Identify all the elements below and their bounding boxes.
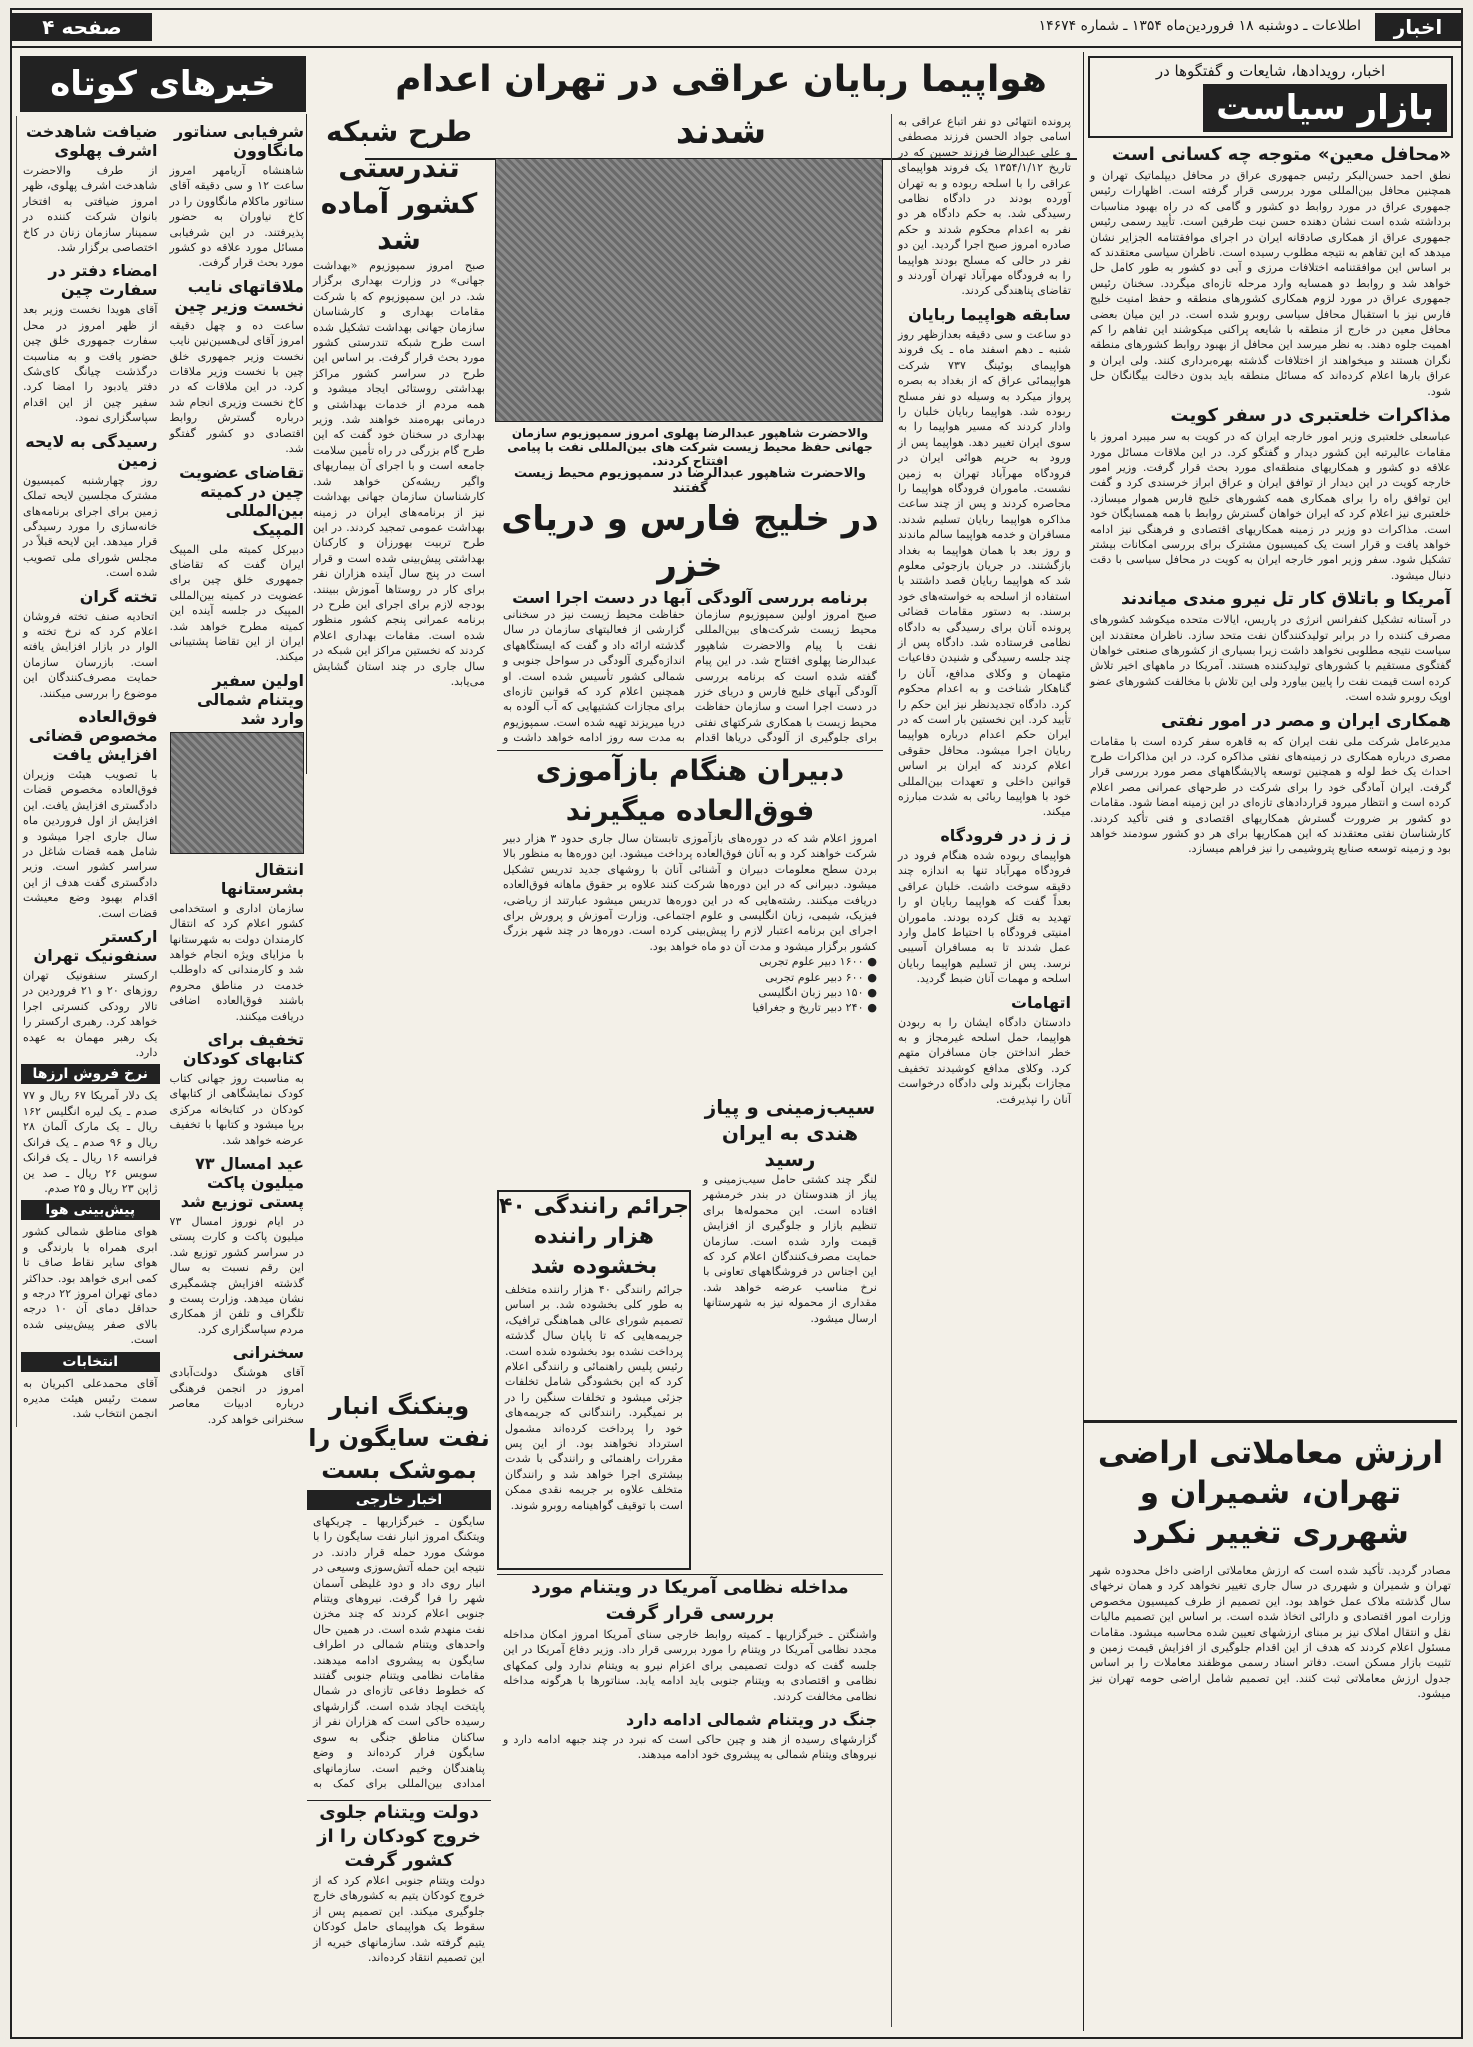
short-item-11-text: ارکستر سنفونیک تهران روزهای ۲۰ و ۲۱ فروردین در تالار رودکی کنسرتی اجرا خواهد کرد. رهبری ارکستر را یک رهبر مهمان به عهده دارد.: [23, 969, 158, 1060]
short-item-14-text: آقای هوشنگ دولت‌آبادی امروز در انجمن فرهنگی درباره ادبیات معاصر سخنرانی خواهد کرد.: [169, 1366, 304, 1426]
hijack-sub: سابقه هواپیما ربایان: [908, 304, 1071, 324]
market-s2-text: عباسعلی خلعتبری وزیر امور خارجه ایران که در کویت به سر میبرد امروز با مقامات عالیرتبه این کشور دیدار و گفتگو کرد. در این ملاقات مسائل مورد علاقه دو کشور و همکاریهای منطقه‌ای مورد بحث قرار گرفت. وزیر امور خارجه کویت در این دیدار از توافق ایران و عراق ابراز خرسندی کرد و گفت این توافق راه را برای همکاری همه کشورهای خلیج فارس هموار میسازد. خلعتبری نیز اعلام کرد که ایران خواهان گسترش روابط با همه همسایگان خود است. مذاکرات دو وزیر در زمینه همکاریهای اقتصادی و فرهنگی نیز ادامه خواهد یافت و قرار است یک کمیسیون مشترک برای بررسی امکانات بیشتر تشکیل شود. سفر وزیر امور خارجه ایران به کویت در محافل سیاسی با دقت دنبال میشود.: [1090, 430, 1451, 582]
short-item-14-title: سخنرانی: [232, 1343, 304, 1363]
short-item-12-text: به مناسبت روز جهانی کتاب کودک نمایشگاهی از کتابهای کودکان در کتابخانه مرکزی برپا میشود و کتابها با تخفیف عرضه خواهد شد.: [169, 1072, 304, 1147]
teachers-list-1: ● ۱۶۰۰ دبیر علوم تجربی: [759, 955, 877, 969]
short-item-4-text: آقای هویدا نخست وزیر بعد از ظهر امروز در محل سفارت جمهوری خلق چین حضور یافت و به مناسبت درگذشت چیانگ کای‌شک دفتر یادبود را امضا کرد. سفیر چین از این اقدام سپاسگزاری نمود.: [23, 303, 158, 425]
teachers-text: امروز اعلام شد که در دوره‌های بازآموزی تابستان سال جاری حدود ۳ هزار دبیر شرکت خواهند کرد و به آنان فوق‌العاده پرداخت میشود. این دوره‌ها به منظور بالا بردن سطح معلومات دبیران و آشنائی آنان با روشهای جدید تدریس تشکیل میشود. دبیرانی که در این دوره‌ها شرکت کنند علاوه بر حقوق ماهانه فوق‌العاده دریافت میکنند. رشته‌هایی که در این دوره‌ها تدریس میشود عبارتند از ریاضی، فیزیک، شیمی، زبان انگلیسی و علوم اجتماعی. وزارت آموزش و پرورش برای اجرای این برنامه اعتبار لازم را پیش‌بینی کرده است. دوره‌ها در چند شهر بزرگ کشور برگزار میشود و مدت آن دو ماه خواهد بود.: [503, 832, 878, 953]
drivers-text: جرائم رانندگی ۴۰ هزار راننده متخلف به طور کلی بخشوده شد. بر اساس تصمیم شورای عالی هماهنگی ترافیک، جریمه‌هایی که تا پایان سال گذشته پرداخت نشده بود بخشوده شده است. رئیس پلیس راهنمائی و رانندگی اعلام کرد که این بخشودگی شامل تخلفات جزئی میشود و تخلفات سنگین را در بر نمیگیرد. رانندگانی که جریمه‌های خود را پرداخت کرده‌اند مشمول استرداد نخواهند بود. از این پس مقررات راهنمائی و رانندگی با شدت بیشتری اجرا خواهد شد و رانندگان متخلف علاوه بر جریمه نقدی ممکن است با توقیف گواهینامه روبرو شوند.: [505, 1283, 683, 1512]
hijack-sub3: اتهامات: [1010, 992, 1071, 1012]
weather-text: هوای مناطق شمالی کشور ابری همراه با بارندگی و هوای سایر نقاط صاف تا کمی ابری خواهد بود. حداکثر دمای تهران امروز ۲۲ درجه و حداقل دمای آن ۱۰ درجه بالای صفر پیش‌بینی شده است.: [23, 1225, 158, 1347]
onions-article: [697, 1094, 883, 1394]
short-item-3-text: ساعت ده و چهل دقیقه امروز آقای لی‌هسین‌نین نایب نخست وزیر جمهوری خلق چین با نخست وزیر ملاقات کرد. در این ملاقات که در کاخ نخست وزیری انجام شد درباره گسترش روابط اقتصادی دو کشور گفتگو شد.: [169, 318, 304, 456]
children-article: [307, 1800, 491, 2031]
short-item-11-title: ارکستر سنفونیک تهران: [33, 927, 158, 966]
section-brand: اخبار: [1375, 13, 1461, 41]
health-text: صبح امروز سمپوزیوم «بهداشت جهانی» در وزارت بهداری برگزار شد. در این سمپوزیوم که با شرکت مقامات بهداری و کارشناسان سازمان جهانی بهداشت تشکیل شده است طرح شبکه تندرستی کشور مورد بحث قرار گرفت. بر اساس این طرح در سراسر کشور مراکز بهداشتی روستائی ایجاد میشود و همه مردم از خدمات بهداشتی و درمانی بهره‌مند خواهند شد. وزیر بهداری در سخنان خود گفت که این طرح گام بزرگی در راه تأمین سلامت جامعه است و با اجرای آن بیماریهای واگیر ریشه‌کن خواهد شد. کارشناسان سازمان جهانی بهداشت نیز از برنامه‌های ایران در زمینه بهداشت عمومی تمجید کردند. در این طرح تربیت بهورزان و کارکنان بهداشتی پیش‌بینی شده است و قرار است در پنج سال آینده هزاران نفر برای کار در روستاها آموزش ببینند. بودجه لازم برای اجرای این طرح در برنامه عمرانی پنجم کشور منظور شده است. مقامات بهداری اعلام کردند که نخستین مراکز این شبکه در سال جاری در چند استان گشایش می‌یابد.: [313, 259, 485, 688]
intervention-text2: گزارشهای رسیده از هند و چین حاکی است که نبرد در چند جبهه ادامه دارد و نیروهای ویتنام شمالی به پیشروی خود ادامه میدهند.: [503, 1733, 877, 1762]
rates-text: یک دلار آمریکا ۶۷ ریال و ۷۷ صدم ـ یک لیره انگلیس ۱۶۲ ریال ـ یک مارک آلمان ۲۸ ریال و ۹۶ صدم ـ یک فرانک فرانسه ۱۶ ریال ـ یک فرانک سویس ۲۶ ریال ـ صد ین ژاپن ۲۳ ریال و ۲۵ صدم.: [23, 1089, 158, 1195]
children-headline: دولت ویتنام جلوی خروج کودکان را از کشور گرفت: [317, 1802, 481, 1871]
symposium-photo: [495, 158, 883, 422]
saigon-article: [307, 1390, 491, 1790]
short-item-3-title: ملاقاتهای نایب نخست وزیر چین: [174, 276, 304, 315]
hijack-text: دو ساعت و سی دقیقه بعدازظهر روز شنبه ـ دهم اسفند ماه ـ یک فروند هواپیمای بوئینگ ۷۳۷ شرکت هواپیمائی عراق که از بغداد به بصره پرواز میکرد به وسیله دو نفر مسلح ربوده شد. هواپیما ربایان خلبان را وادار کردند که مسیر هواپیما را به سوی ایران تغییر دهد. هواپیما پس از ورود به حریم هوائی ایران در فرودگاه مهرآباد تهران به زمین نشست. ماموران فرودگاه هواپیما را محاصره کردند و پس از چند ساعت مذاکره هواپیما ربایان تسلیم شدند. مسافران و خدمه هواپیما سالم ماندند و روز بعد با همان هواپیما به بغداد بازگشتند. در جریان بازجوئی معلوم شد که هواپیما ربایان قصد داشتند با استفاده از اسلحه به خواسته‌های خود برسند. به دستور مقامات قضائی پرونده آنان برای رسیدگی به دادگاه نظامی فرستاده شد. دادگاه پس از چند جلسه رسیدگی و شنیدن دفاعیات متهمان و وکلای مدافع، آنان را گناهکار شناخت و به اعدام محکوم کرد. دادگاه تجدیدنظر نیز این حکم را تأیید کرد. این نخستین بار است که در ایران حکم اعدام درباره هواپیما ربایان اجرا میشود. محافل حقوقی اعلام کردند که ایران بر اساس قوانین داخلی و تعهدات بین‌المللی خود با هواپیما ربائی به شدت مبارزه میکند.: [898, 327, 1071, 819]
page-number: صفحه ۴: [12, 13, 152, 41]
market-s3-title: آمریکا و باتلاق کار تل نیرو مندی میاندند: [1120, 589, 1451, 610]
env-kicker: والاحضرت شاهپور عبدالرضا در سمپوزیوم محیط زیست گفتند: [513, 466, 867, 496]
short-item-1-text: شاهنشاه آریامهر امروز ساعت ۱۲ و سی دقیقه آقای سناتور ماکلام مانگاوون را در کاخ نیاوران به حضور پذیرفتند. در این شرفیابی مسائل مورد علاقه دو کشور مورد بحث قرار گرفت.: [169, 164, 305, 270]
env-text: صبح امروز اولین سمپوزیوم سازمان محیط زیست شرکت‌های بین‌المللی نفت با پیام والاحضرت شاهپور عبدالرضا پهلوی افتتاح شد. در این پیام گفته شده است که برنامه بررسی آلودگی آبهای خلیج فارس و دریای خزر در دست اجرا است و سازمان حفاظت محیط زیست با همکاری شرکتهای نفتی برای جلوگیری از آلودگی دریاها اقدام حفاظت محیط زیست نیز در سخنانی گزارشی از فعالیتهای سازمان در سال گذشته ارائه داد و گفت که ایستگاههای اندازه‌گیری آلودگی در سواحل جنوبی و شمالی کشور تأسیس شده است. او همچنین اعلام کرد که قوانین تازه‌ای برای مجازات کشتیهایی که آب آلوده به دریا میریزند تهیه شده است. سمپوزیوم به مدت سه روز ادامه خواهد داشت و: [503, 608, 877, 745]
market-s4-text: مدیرعامل شرکت ملی نفت ایران که به قاهره سفر کرده است با مقامات مصری درباره همکاری در زمینه‌های نفتی مذاکره کرد. در این مذاکرات طرح احداث یک خط لوله و همچنین توسعه پالایشگاههای مصر مورد بررسی قرار گرفت. ایران آمادگی خود را برای شرکت در طرحهای عمرانی مصر اعلام کرده است و انتظار میرود قراردادهای تازه‌ای در این زمینه امضا شود. مقامات دو کشور بر ضرورت گسترش همکاریهای اقتصادی و فنی تأکید کردند. کارشناسان نفتی معتقدند که این همکاریها برای هر دو کشور سودمند خواهد بود و زمینه توسعه صنایع پتروشیمی را نیز فراهم میسازد.: [1090, 734, 1451, 856]
short-item-2-text: از طرف والاحضرت شاهدخت اشرف پهلوی، ظهر امروز ضیافتی به افتخار بانوان شرکت کننده در سمینار سازمان زنان در کاخ اختصاصی برگزار شد.: [23, 164, 158, 255]
market-s2-title: مذاکرات خلعتبری در سفر کویت: [1170, 405, 1451, 427]
short-item-5-title: رسیدگی به لایحه زمین: [25, 431, 158, 470]
env-subheadline: برنامه بررسی آلودگی آبها در دست اجرا است: [512, 588, 868, 607]
drivers-article: [497, 1190, 691, 1570]
market-s3-text: در آستانه تشکیل کنفرانس انرژی در پاریس، ایالات متحده میکوشد کشورهای مصرف کننده را در برابر تولیدکنندگان نفت متحد سازد. ناظران معتقدند این سیاست نتیجه مطلوبی نخواهد داشت زیرا بسیاری از کشورهای صنعتی خواهان گفتگوی مستقیم با کشورهای تولیدکننده هستند. آمریکا در ماههای اخیر تلاش کرده است قیمت نفت را پایین بیاورد ولی این تلاش با مخالفت کشورهای عضو اوپک روبرو شده است.: [1090, 613, 1451, 704]
newspaper-page: [10, 8, 1463, 2039]
market-s4-title: همکاری ایران و مصر در امور نفتی: [1161, 710, 1451, 731]
intervention-sub: جنگ در ویتنام شمالی ادامه دارد: [625, 1710, 877, 1730]
page-header: [12, 10, 1461, 48]
politics-masthead: [1088, 56, 1453, 138]
teachers-headline: دبیران هنگام بازآموزی فوق‌العاده میگیرند: [535, 754, 845, 827]
children-text: دولت ویتنام جنوبی اعلام کرد که از خروج کودکان یتیم به کشورهای خارج جلوگیری میکند. این تصمیم پس از سقوط یک هواپیمای حامل کودکان یتیم گرفته شد. سازمانهای خیریه از این تصمیم انتقاد کرده‌اند.: [313, 1874, 485, 1965]
environment-article: [497, 466, 883, 746]
dateline: اطلاعات ـ دوشنبه ۱۸ فروردین‌ماه ۱۳۵۴ ـ شماره ۱۴۶۷۴: [1038, 18, 1361, 34]
photo-caption: والاحضرت شاهپور عبدالرضا پهلوی امروز سمپوزیوم سازمان جهانی حفظ محیط زیست شرکت های بین‌المللی نفت با پیامی افتتاح کردند.: [507, 426, 873, 468]
short-item-4-title: امضاء دفتر در سفارت چین: [48, 261, 158, 300]
teachers-list-3: ● ۱۵۰ دبیر زبان انگلیسی: [758, 986, 877, 1000]
health-article: [306, 114, 491, 774]
land-text: مصادر گردید. تأکید شده است که ارزش معاملاتی اراضی داخل محدوده شهر تهران و شمیران و شهرری در سال جاری تغییر نخواهد کرد و همان نرخهای سال گذشته ملاک عمل خواهد بود. این تصمیم از طرف کمیسیون مخصوص وزارت امور اقتصادی و دارائی اتخاذ شده است. بر اساس این تصمیم مالیات نقل و انتقال املاک نیز بر مبنای ارزشهای تعیین شده محاسبه میشود. مقامات مسئول اعلام کردند که هدف از این اقدام جلوگیری از افزایش قیمت زمین و تثبیت بازار مسکن است. دفاتر اسناد رسمی موظفند معاملات را بر اساس جدول ارزش معاملاتی ثبت کنند. این تصمیم شامل اراضی حومه تهران نیز میشود.: [1090, 1564, 1451, 1701]
market-s1-text: نطق احمد حسن‌البکر رئیس جمهوری عراق در محافل دیپلماتیک تهران و همچنین محافل بین‌المللی مورد بررسی قرار گرفته است. اظهارات رئیس جمهوری عراق در مورد روابط دو کشور و گامی که در راه بهبود مناسبات برداشته شده است نشان دهنده حسن نیت طرفین است. تأیید رسمی رئیس جمهوری عراق از همکاری صادقانه ایران در اجرای موافقتنامه الجزایر نشان میدهد که این تفاهم به نتیجه مطلوب رسیده است. ناظران سیاسی معتقدند که بر اساس این موافقتنامه اختلافات مرزی و آبی دو کشور به طور کامل حل خواهد شد و روابط دو همسایه وارد مرحله تازه‌ای میگردد. سخنان رئیس جمهوری عراق در مورد لزوم همکاری کشورهای منطقه و حفظ امنیت خلیج فارس نیز با استقبال محافل سیاسی روبرو شده است. در این میان بعضی محافل معین در خارج از منطقه با شایعه پراکنی میکوشند این تفاهم را کم اهمیت جلوه دهند. به نظر میرسد این محافل از بهبود روابط کشورهای منطقه نگران هستند و میخواهند از اختلافات گذشته بهره‌برداری کنند. ولی ایران و عراق بارها اعلام کرده‌اند که مسائل منطقه باید بدون دخالت بیگانگان حل شود.: [1090, 169, 1451, 398]
onions-headline: سیب‌زمینی و پیاز هندی به ایران رسید: [704, 1095, 876, 1171]
hijack-intro: پرونده انتهائی دو نفر اتباع عراقی به اسامی جواد الحسن فرزند مصطفی و علی عبدالرضا فرزند حسین که در تاریخ ۱۳۵۴/۱/۱۲ یک فروند هواپیمای عراقی را با اسلحه ربوده و به تهران آورده بودند در دادگاه نظامی رسیدگی شد. به حکم دادگاه هر دو نفر به اعدام محکوم شدند و حکم صادره امروز صبح اجرا گردید. این دو نفر در حالی که مسلح بودند هواپیما را به فرودگاه مهرآباد تهران آوردند و تقاضای پناهندگی کردند.: [898, 115, 1071, 298]
short-item-2-title: ضیافت شاهدخت اشرف پهلوی: [25, 122, 158, 160]
hijack-column: [891, 114, 1077, 2027]
health-headline: طرح شبکه تندرستی کشور آماده شد: [320, 115, 478, 256]
hijack-text2: هواپیمای ربوده شده هنگام فرود در فرودگاه مهرآباد تنها به اندازه چند دقیقه سوخت داشت. خلبان عراقی بعداً گفت که هواپیما ربایان او را تهدید به قتل کرده بودند. ماموران امنیتی فرودگاه با احتیاط کامل وارد عمل شدند تا به مسافران آسیبی نرسد. پس از تسلیم هواپیما ربایان اسلحه و مهمات آنان ضبط گردید.: [898, 848, 1071, 986]
teachers-list-2: ● ۶۰۰ دبیر علوم تجربی: [765, 970, 877, 984]
hijack-sub2: ز ز ز در فرودگاه: [940, 825, 1071, 845]
teachers-list-4: ● ۲۴۰ دبیر تاریخ و جغرافیا: [752, 1001, 877, 1015]
politics-title: بازار سیاست: [1203, 84, 1447, 132]
short-item-12-title: تخفیف برای کتابهای کودکان: [182, 1030, 304, 1068]
short-news-title: خبرهای کوتاه: [20, 56, 306, 112]
short-item-7-title: تخته گران: [79, 586, 158, 606]
ambassador-photo: [170, 732, 305, 854]
drivers-headline: جرائم رانندگی ۴۰ هزار راننده بخشوده شد: [499, 1194, 689, 1279]
short-item-10-text: سازمان اداری و استخدامی کشور اعلام کرد که انتقال کارمندان دولت به شهرستانها با مزایای ویژه انجام خواهد شد و کارمندانی که داوطلب خدمت در مناطق محروم باشند فوق‌العاده اضافی دریافت میکنند.: [169, 901, 304, 1023]
hijack-text3: دادستان دادگاه ایشان را به ربودن هواپیما، حمل اسلحه غیرمجاز و به خطر انداختن جان مسافران متهم کرد. وکلای مدافع کوشیدند تخفیف مجازات بگیرند ولی دادگاه درخواست آنان را نپذیرفت.: [898, 1015, 1071, 1106]
short-item-6-title: تقاضای عضویت چین در کمیته بین‌المللی المپیک: [179, 462, 304, 539]
short-item-9-text: با تصویب هیئت وزیران فوق‌العاده مخصوص قضات دادگستری افزایش یافت. این افزایش از اول فروردین ماه سال جاری اجرا میشود و شامل همه قضات شاغل در سراسر کشور است. وزیر دادگستری گفت هدف از این اقدام بهبود وضع معیشت قضات است.: [23, 767, 158, 920]
saigon-text: سایگون ـ خبرگزاریها ـ چریکهای ویتکنگ امروز انبار نفت سایگون را با موشک مورد حمله قرار دادند. در نتیجه این حمله آتش‌سوزی وسیعی در انبار روی داد و دود غلیظی آسمان شهر را فرا گرفت. نیروهای ویتنام جنوبی اعلام کردند که چند مخزن نفت منهدم شده است. در همین حال واحدهای ویتنام شمالی در اطراف سایگون به پیشروی ادامه میدهند. مقامات نظامی ویتنام جنوبی گفتند که خطوط دفاعی تازه‌ای در شمال پایتخت ایجاد شده است. گزارشهای رسیده حاکی است که هزاران نفر از ساکنان مناطق جنگی به سوی سایگون فرار کرده‌اند و وضع پناهندگان وخیم است. سازمانهای امدادی بین‌المللی برای کمک به: [313, 1515, 485, 1790]
short-item-7-text: اتحادیه صنف تخته فروشان اعلام کرد که نرخ تخته و الوار در بازار افزایش یافته است. بازرسان سازمان حمایت مصرف‌کنندگان این موضوع را بررسی میکنند.: [23, 609, 158, 700]
short-news-left: [16, 116, 164, 1427]
short-item-13-text: در ایام نوروز امسال ۷۳ میلیون پاکت و کارت پستی در سراسر کشور توزیع شد. این رقم نسبت به سال گذشته افزایش چشمگیری نشان میدهد. وزارت پست و تلگراف و تلفن از همکاری مردم سپاسگزاری کرد.: [169, 1215, 304, 1336]
market-s1-title: «محافل معین» متوجه چه کسانی است: [1111, 144, 1451, 165]
intervention-text: واشنگتن ـ خبرگزاریها ـ کمیته روابط خارجی سنای آمریکا امروز امکان مداخله مجدد نظامی آمریکا در ویتنام را مورد بررسی قرار داد. وزیر دفاع آمریکا در این جلسه گفت که دولت تصمیمی برای اعزام نیرو به ویتنام ندارد ولی کمکهای نظامی و اقتصادی به ویتنام جنوبی باید ادامه یابد. سناتورها با هرگونه مداخله نظامی مخالفت کردند.: [503, 1628, 877, 1703]
short-news-right: [164, 116, 311, 1427]
politics-kicker: اخبار، رویدادها، شایعات و گفتگوها در: [1155, 62, 1386, 80]
foreign-news-label: اخبار خارجی: [307, 1490, 491, 1510]
teachers-article: [497, 750, 883, 1091]
land-headline: ارزش معاملاتی اراضی تهران، شمیران و شهرری تغییر نکرد: [1097, 1435, 1444, 1551]
elections-title: انتخابات: [21, 1352, 160, 1372]
short-item-13-title: عید امسال ۷۳ میلیون پاکت پستی توزیع شد: [180, 1154, 304, 1212]
saigon-headline: وینکنگ انبار نفت سایگون را بموشک بست: [308, 1392, 490, 1484]
short-item-10-title: انتقال بشرستانها: [220, 859, 304, 898]
env-headline: در خلیج فارس و دریای خزر: [501, 499, 879, 585]
land-value-article: [1083, 1420, 1457, 2031]
weather-title: پیش‌بینی هوا: [21, 1200, 160, 1220]
intervention-headline: مداخله نظامی آمریکا در ویتنام مورد بررسی قرار گرفت: [531, 1577, 849, 1624]
short-item-6-text: دبیرکل کمیته ملی المپیک ایران گفت که تقاضای جمهوری خلق چین برای عضویت در کمیته بین‌المللی المپیک در جلسه آینده این کمیته مطرح خواهد شد. ایران از این تقاضا پشتیبانی میکند.: [169, 542, 304, 664]
rates-title: نرخ فروش ارزها: [21, 1064, 160, 1084]
short-news-column: [16, 52, 310, 2027]
onions-text: لنگر چند کشتی حامل سیب‌زمینی و پیاز از هندوستان در بندر خرمشهر افتاده است. این محموله‌ها برای تنظیم بازار و جلوگیری از افزایش قیمت وارد شده است. سازمان حمایت مصرف‌کنندگان اعلام کرد که این اجناس در فروشگاههای تعاونی با نرخ مناسب عرضه خواهد شد. مقداری از محموله نیز به شهرستانها ارسال میشود.: [703, 1173, 877, 1325]
short-item-1-title: شرفیابی سناتور مانگاوون: [174, 122, 304, 160]
short-item-9-title: فوق‌العاده مخصوص قضائی افزایش یافت: [28, 706, 158, 764]
main-headline: هواپیما ربایان عراقی در تهران اعدام شدند: [365, 54, 1077, 160]
elections-text: آقای محمدعلی اکبریان به سمت رئیس هیئت مدیره انجمن انتخاب شد.: [23, 1376, 158, 1421]
short-item-8-title: اولین سفیر ویتنام شمالی وارد شد: [197, 670, 304, 728]
intervention-article: [497, 1574, 883, 2041]
short-item-5-text: روز چهارشنبه کمیسیون مشترک مجلسین لایحه تملک زمین برای اجرای برنامه‌های خانه‌سازی را مورد رسیدگی قرار میدهد. این لایحه قبلاً در مجلس شورای ملی تصویب شده است.: [23, 473, 158, 580]
